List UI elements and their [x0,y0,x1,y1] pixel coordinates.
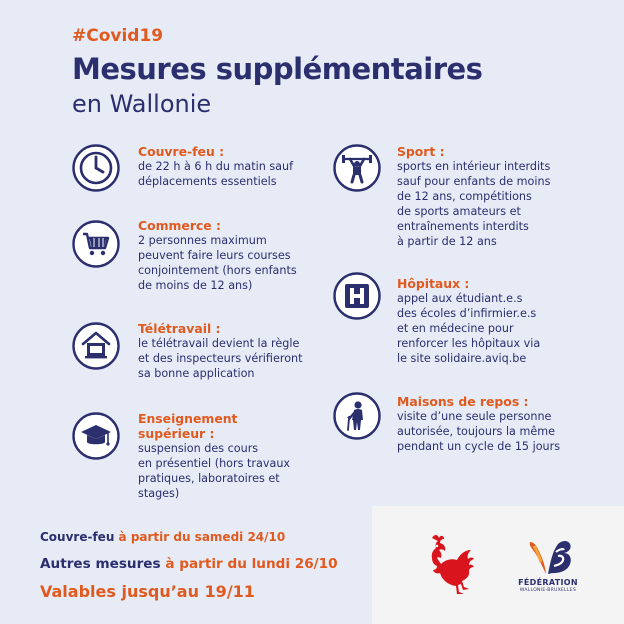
measure-text: de moins de 12 ans) [138,279,253,292]
measure-heading: Enseignement [138,411,238,426]
measure-text: suspension des cours [138,442,259,455]
home-laptop-icon [72,322,120,370]
hashtag: #Covid19 [72,26,164,46]
measure-heading: Hôpitaux : [397,276,470,291]
measure-text: renforcer les hôpitaux via [397,337,541,350]
measure-heading: Commerce : [138,218,221,233]
measure-text: de sports amateurs et [397,205,521,218]
measure-sport [397,144,550,249]
measure-text: entraînements interdits [397,220,529,233]
measure-maisons-de-repos [397,394,560,454]
measure-heading: Télétravail : [138,321,221,336]
federation-wallonie-bruxelles-logo [520,538,576,578]
measure-text: de 12 ans, compétitions [397,190,532,203]
footer-other-measures [40,556,338,572]
measure-text: stages) [138,487,180,500]
measure-text: peuvent faire leurs courses [138,249,291,262]
measure-text: et des inspecteurs vérifieront [138,352,303,365]
measure-text: autorisée, toujours la même [397,425,556,438]
measure-text: sauf pour enfants de moins [397,175,551,188]
page-title: Mesures supplémentaires [72,52,483,86]
footer-curfew-date: à partir du samedi 24/10 [118,530,286,544]
measure-teletravail [138,321,303,381]
measure-text: et en médecine pour [397,322,514,335]
measure-text: en présentiel (hors travaux [138,457,291,470]
measure-hopitaux [397,276,540,366]
elderly-person-icon [333,392,381,440]
federation-logo-text: FÉDÉRATION [518,578,578,587]
measure-heading: Sport : [397,144,445,159]
measure-text: déplacements essentiels [138,175,277,188]
measure-text: conjointement (hors enfants [138,264,297,277]
measure-commerce [138,218,297,293]
measure-heading: Couvre-feu : [138,144,225,159]
measure-text: pratiques, laboratoires et [138,472,280,485]
federation-logo-subtext: WALLONIE-BRUXELLES [519,588,577,593]
measure-text: le télétravail devient la règle [138,337,300,350]
measure-heading: Maisons de repos : [397,394,529,409]
measure-text: à partir de 12 ans [397,235,497,248]
measure-text: pendant un cycle de 15 jours [397,440,561,453]
measure-text: 2 personnes maximum [138,234,267,247]
footer-other-label: Autres mesures [40,556,161,572]
measure-text: de 22 h à 6 h du matin sauf [138,160,294,173]
measure-text: le site solidaire.aviq.be [397,352,527,365]
measure-couvre-feu [138,144,293,189]
footer-curfew-label: Couvre-feu [40,530,115,544]
measure-text: sa bonne application [138,367,255,380]
graduation-cap-icon [72,412,120,460]
measure-text: visite d’une seule personne [397,410,552,423]
measure-text: appel aux étudiant.e.s [397,292,523,305]
hospital-icon [333,272,381,320]
footer-other-date: à partir du lundi 26/10 [165,556,338,572]
measure-text: sports en intérieur interdits [397,160,551,173]
clock-icon [72,144,120,192]
measure-heading: supérieur : [138,426,215,441]
logo-panel [372,506,624,624]
walloon-rooster-logo [418,532,474,598]
shopping-cart-icon [72,220,120,268]
footer-curfew [40,530,285,544]
page-subtitle: en Wallonie [72,90,212,118]
measure-text: des écoles d’infirmier.e.s [397,307,537,320]
measure-enseignement [138,411,290,501]
footer-validity: Valables jusqu’au 19/11 [40,582,255,601]
weightlifter-icon [333,144,381,192]
